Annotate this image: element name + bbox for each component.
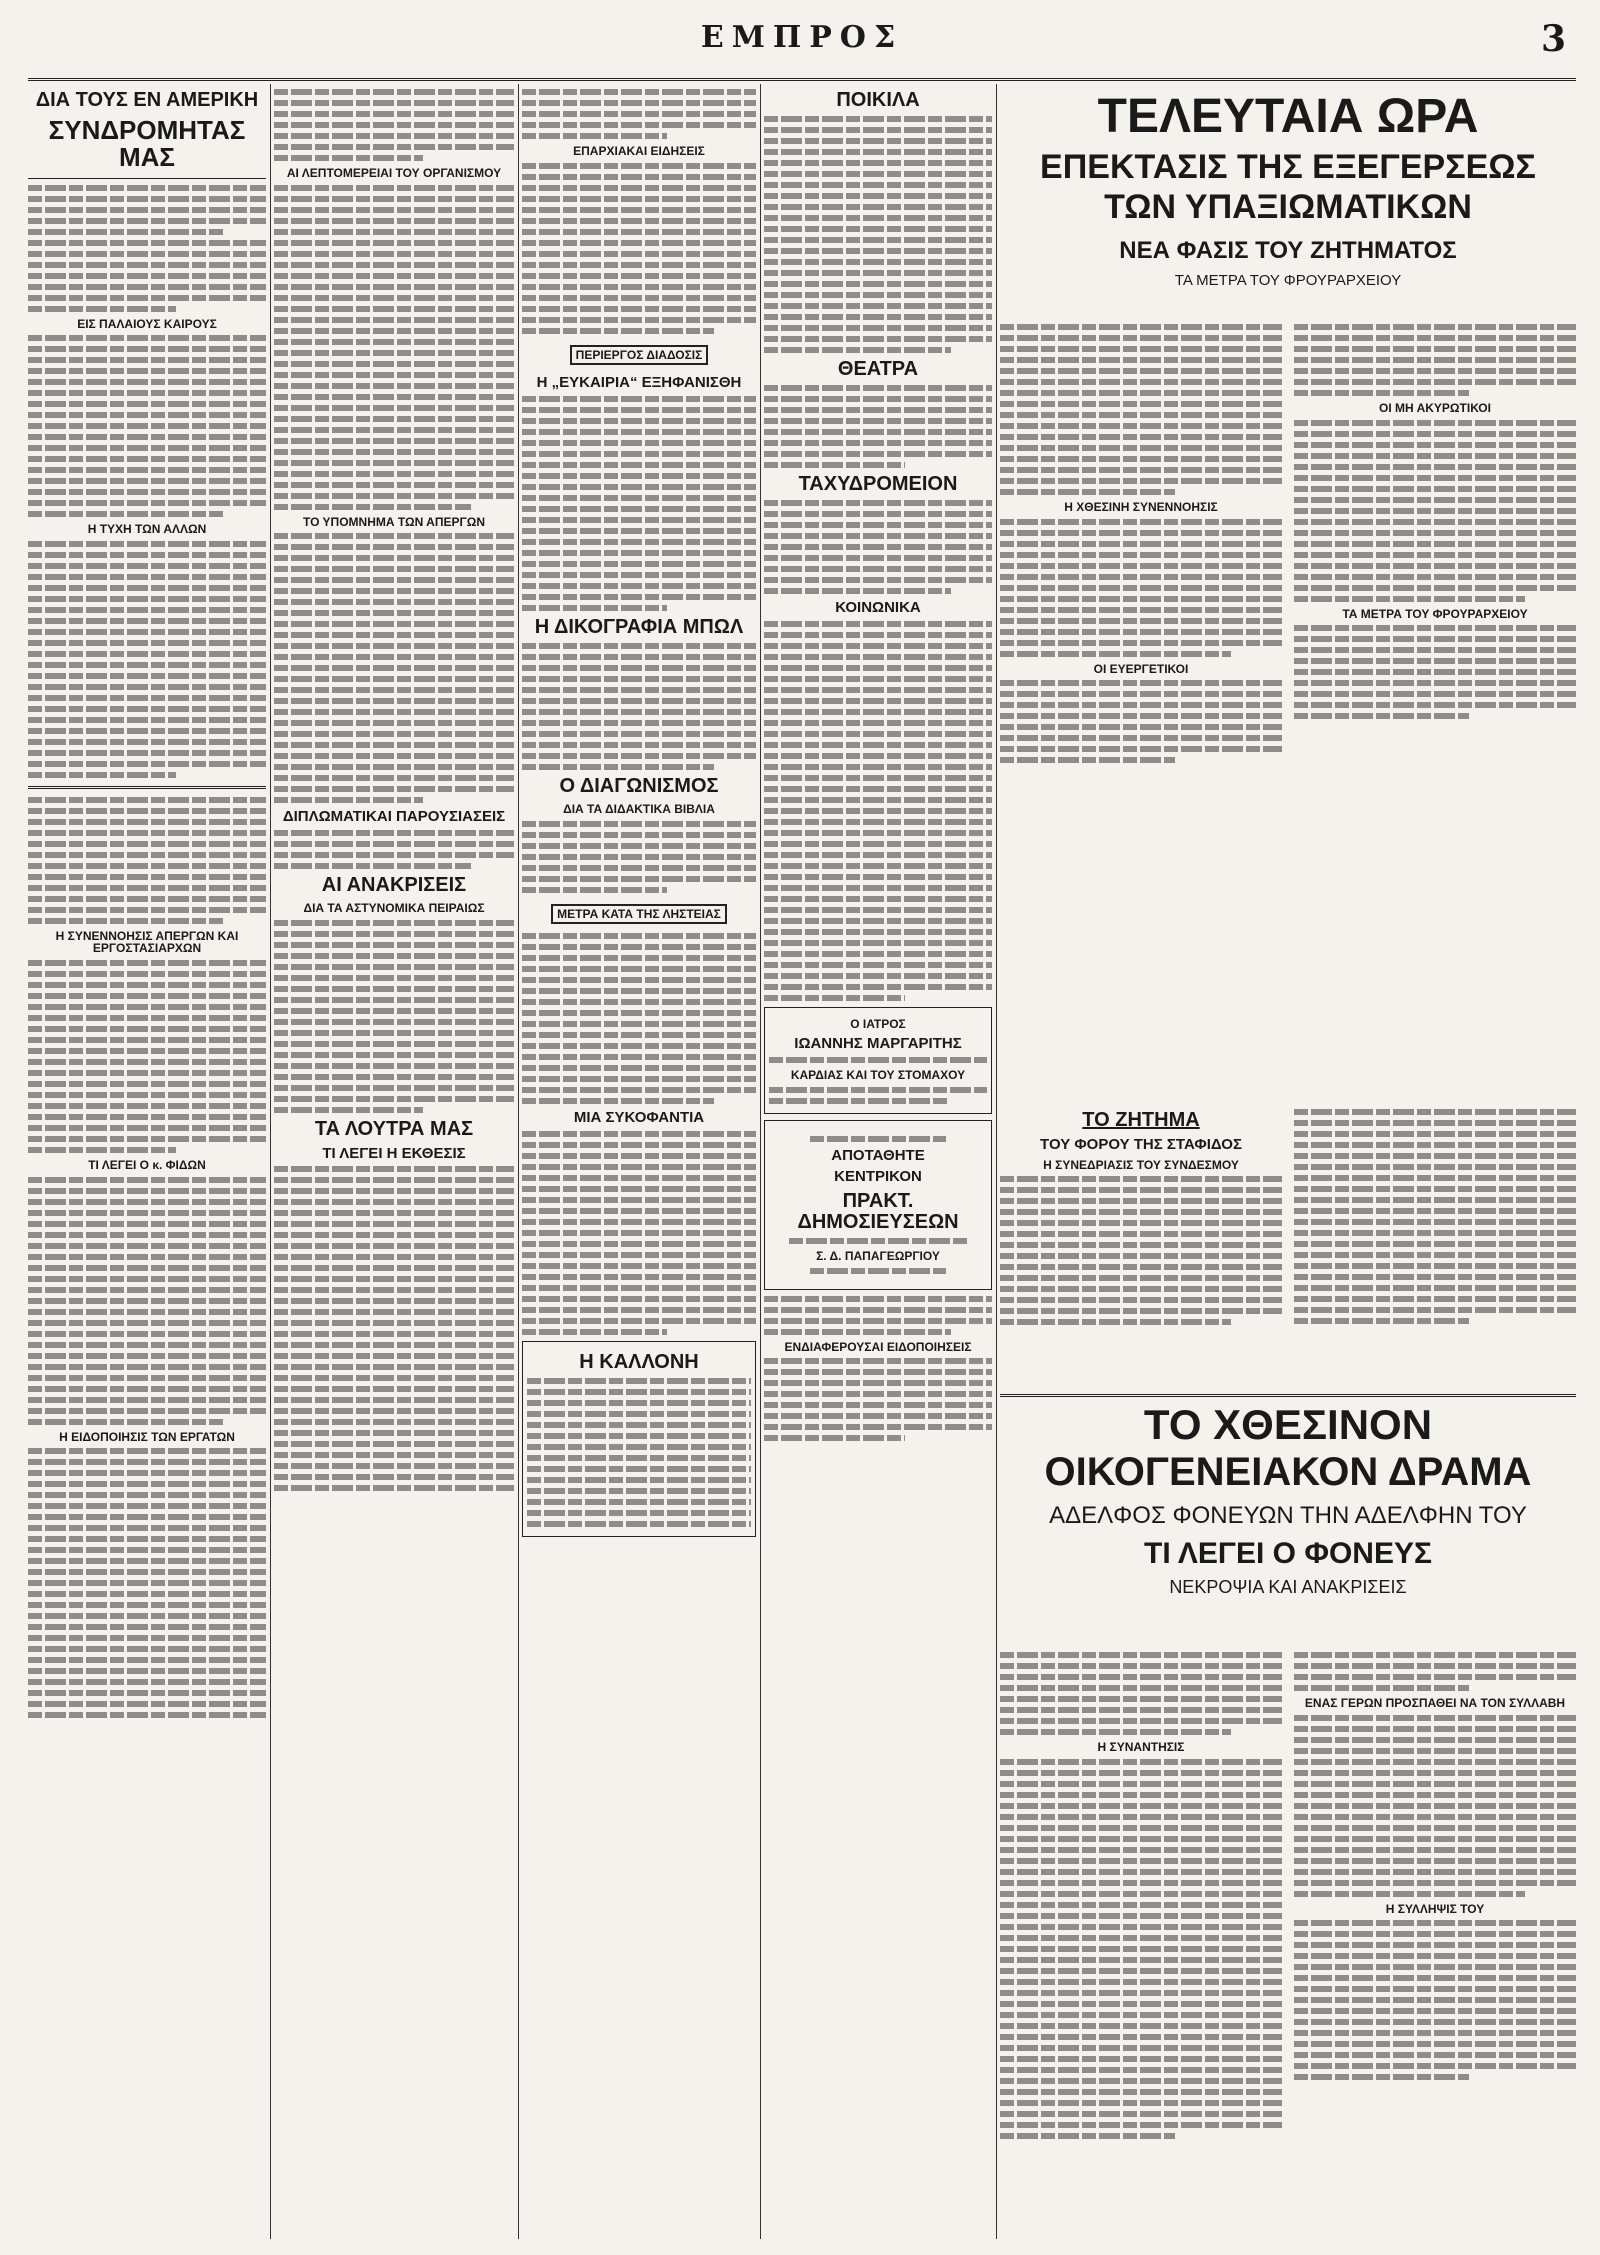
section-headline: ΘΕΑΤΡΑ	[837, 358, 919, 380]
article-headline: ΤΟΥ ΦΟΡΟΥ ΤΗΣ ΣΤΑΦΙΔΟΣ	[1040, 1136, 1242, 1153]
article-body	[28, 541, 266, 778]
staphis-tax-article	[1000, 1104, 1282, 1330]
article-headline: ΜΕΤΡΑ ΚΑΤΑ ΤΗΣ ΛΗΣΤΕΙΑΣ	[551, 904, 727, 925]
column-1	[28, 84, 266, 2239]
article-subhead: ΔΙΑ ΤΑ ΔΙΔΑΚΤΙΚΑ ΒΙΒΛΙΑ	[563, 801, 715, 816]
article-headline: ΤΟ ΧΘΕΣΙΝΟΝ	[1143, 1401, 1433, 1448]
column-4	[764, 84, 992, 2239]
article-body	[274, 533, 514, 803]
article-subheadline: ΑΔΕΛΦΟΣ ΦΟΝΕΥΩΝ ΤΗΝ ΑΔΕΛΦΗΝ ΤΟΥ	[1049, 1502, 1527, 1530]
advertisement-text: ΚΕΝΤΡΙΚΟΝ	[834, 1168, 922, 1186]
article-body	[522, 89, 756, 139]
column-5	[1000, 84, 1576, 2239]
article-body	[274, 920, 514, 1113]
column-3	[522, 84, 756, 2239]
article-headline: ΔΙΠΛΩΜΑΤΙΚΑΙ ΠΑΡΟΥΣΙΑΣΕΙΣ	[282, 808, 506, 826]
newspaper-page	[28, 14, 1576, 2239]
article-headline: ΤΟ ΖΗΤΗΜΑ	[1082, 1109, 1200, 1131]
column-2	[274, 84, 514, 2239]
article-headline: ΕΠΑΡΧΙΑΚΑΙ ΕΙΔΗΣΕΙΣ	[573, 144, 705, 158]
article-body	[28, 1448, 266, 1718]
article-body	[522, 396, 756, 611]
article-headline: Η ΔΙΚΟΓΡΑΦΙΑ ΜΠΩΛ	[534, 615, 744, 638]
article-body	[28, 797, 266, 924]
advertisement-text: ΚΑΡΔΙΑΣ ΚΑΙ ΤΟΥ ΣΤΟΜΑΧΟΥ	[790, 1068, 966, 1083]
article-body	[274, 830, 514, 869]
article-subhead: Η ΣΥΝΕΔΡΙΑΣΙΣ ΤΟΥ ΣΥΝΔΕΣΜΟΥ	[1043, 1157, 1239, 1172]
article-subhead: ΟΙ ΕΥΕΡΓΕΤΙΚΟΙ	[1093, 661, 1189, 676]
article-headline: Η „ΕΥΚΑΙΡΙΑ“ ΕΞΗΦΑΝΙΣΘΗ	[536, 374, 742, 392]
article-subhead: ΔΙΑ ΤΑ ΑΣΤΥΝΟΜΙΚΑ ΠΕΙΡΑΙΩΣ	[303, 900, 485, 915]
advertisement-box	[522, 1341, 756, 1537]
article-left-column	[1000, 319, 1282, 768]
article-body	[28, 960, 266, 1153]
article-headline: Ο ΔΙΑΓΩΝΙΣΜΟΣ	[559, 774, 719, 797]
article-headline: Η ΕΙΔΟΠΟΙΗΣΙΣ ΤΩΝ ΕΡΓΑΤΩΝ	[59, 1429, 235, 1444]
doctor-advertisement	[764, 1007, 992, 1114]
article-body	[764, 621, 992, 1001]
advertisement-name: ΙΩΑΝΝΗΣ ΜΑΡΓΑΡΙΤΗΣ	[794, 1035, 962, 1053]
article-subhead: ΕΝΑΣ ΓΕΡΩΝ ΠΡΟΣΠΑΘΕΙ ΝΑ ΤΟΝ ΣΥΛΛΑΒΗ	[1304, 1696, 1566, 1710]
article-body	[28, 185, 266, 312]
article-body	[764, 500, 992, 594]
article-subheadline: ΤΙ ΛΕΓΕΙ Ο ΦΟΝΕΥΣ	[1144, 1537, 1432, 1571]
advertisement-text: ΑΠΟΤΑΘΗΤΕ	[831, 1146, 925, 1164]
article-subhead: ΤΑ ΜΕΤΡΑ ΤΟΥ ΦΡΟΥΡΑΡΧΕΙΟΥ	[1342, 606, 1528, 621]
column-rule	[760, 84, 761, 2239]
article-subhead: ΤΙ ΛΕΓΕΙ Η ΕΚΘΕΣΙΣ	[322, 1144, 466, 1162]
article-body	[522, 821, 756, 893]
article-headline: ΤΟ ΥΠΟΜΝΗΜΑ ΤΩΝ ΑΠΕΡΓΩΝ	[302, 514, 486, 529]
article-headline: ΕΝΔΙΑΦΕΡΟΥΣΑΙ ΕΙΔΟΠΟΙΗΣΕΙΣ	[784, 1339, 972, 1354]
article-body	[522, 163, 756, 334]
article-headline: ΣΥΝΔΡΟΜΗΤΑΣ ΜΑΣ	[48, 115, 246, 173]
section-headline: ΠΟΙΚΙΛΑ	[836, 89, 920, 111]
article-body	[28, 1177, 266, 1425]
article-body	[274, 1166, 514, 1491]
article-body	[764, 1296, 992, 1335]
article-subhead: ΕΙΣ ΠΑΛΑΙΟΥΣ ΚΑΙΡΟΥΣ	[77, 316, 217, 331]
article-headline: ΟΙΚΟΓΕΝΕΙΑΚΟΝ ΔΡΑΜΑ	[1044, 1450, 1532, 1495]
article-headline: ΠΕΡΙΕΡΓΟΣ ΔΙΑΔΟΣΙΣ	[570, 345, 709, 366]
article-headline: ΔΙΑ ΤΟΥΣ ΕΝ ΑΜΕΡΙΚΗ	[35, 89, 259, 111]
article-right-column	[1294, 319, 1576, 724]
article-body	[764, 116, 992, 353]
column-rule	[996, 84, 997, 2239]
advertisement-text: Σ. Δ. ΠΑΠΑΓΕΩΡΓΙΟΥ	[816, 1249, 940, 1264]
column-rule	[518, 84, 519, 2239]
main-headline: ΤΩΝ ΥΠΑΞΙΩΜΑΤΙΚΩΝ	[1104, 188, 1472, 227]
advertisement-headline: Η ΚΑΛΛΟΝΗ	[579, 1350, 699, 1373]
article-body	[28, 335, 266, 517]
family-drama-article	[1000, 1394, 1576, 1916]
article-subhead: Η ΧΘΕΣΙΝΗ ΣΥΝΕΝΝΟΗΣΙΣ	[1064, 500, 1218, 514]
newspaper-title: ΕΜΠΡΟΣ	[700, 20, 904, 55]
article-headline: ΑΙ ΛΕΠΤΟΜΕΡΕΙΑΙ ΤΟΥ ΟΡΓΑΝΙΣΜΟΥ	[286, 166, 502, 180]
main-headline: ΤΕΛΕΥΤΑΙΑ ΩΡΑ	[1097, 90, 1479, 143]
masthead	[28, 14, 1576, 81]
section-headline: ΤΑΧΥΔΡΟΜΕΙΟΝ	[798, 473, 958, 495]
column-rule	[270, 84, 271, 2239]
main-subheadline: ΤΑ ΜΕΤΡΑ ΤΟΥ ΦΡΟΥΡΑΡΧΕΙΟΥ	[1174, 271, 1402, 289]
article-subhead: Η ΣΥΝΑΝΤΗΣΙΣ	[1097, 1740, 1185, 1754]
article-headline: ΤΙ ΛΕΓΕΙ Ο κ. ΦΙΔΩΝ	[88, 1157, 206, 1172]
article-subhead: Η ΣΥΛΛΗΨΙΣ ΤΟΥ	[1385, 1901, 1485, 1916]
article-headline: ΤΑ ΛΟΥΤΡΑ ΜΑΣ	[314, 1117, 474, 1140]
staphis-tax-continued	[1294, 1104, 1576, 1329]
article-subhead: Η ΤΥΧΗ ΤΩΝ ΑΛΛΩΝ	[87, 522, 207, 537]
advertising-office-advertisement	[764, 1120, 992, 1290]
article-body	[274, 185, 514, 510]
article-body	[522, 933, 756, 1104]
article-body	[522, 1131, 756, 1335]
article-headline: ΜΙΑ ΣΥΚΟΦΑΝΤΙΑ	[573, 1109, 705, 1127]
section-headline: ΚΟΙΝΩΝΙΚΑ	[835, 599, 921, 616]
article-body	[274, 89, 514, 161]
main-headline: ΕΠΕΚΤΑΣΙΣ ΤΗΣ ΕΞΕΓΕΡΣΕΩΣ	[1040, 148, 1536, 187]
article-headline: Η ΣΥΝΕΝΝΟΗΣΙΣ ΑΠΕΡΓΩΝ ΚΑΙ ΕΡΓΟΣΤΑΣΙΑΡΧΩΝ	[55, 928, 239, 956]
article-body	[764, 1358, 992, 1441]
article-subheadline: ΝΕΚΡΟΨΙΑ ΚΑΙ ΑΝΑΚΡΙΣΕΙΣ	[1169, 1576, 1407, 1597]
advertisement-text: ΠΡΑΚΤ. ΔΗΜΟΣΙΕΥΣΕΩΝ	[797, 1190, 959, 1234]
page-number: 3	[1540, 18, 1566, 60]
article-subhead: ΟΙ ΜΗ ΑΚΥΡΩΤΙΚΟΙ	[1379, 401, 1491, 415]
article-headline: ΑΙ ΑΝΑΚΡΙΣΕΙΣ	[321, 873, 467, 896]
advertisement-text: Ο ΙΑΤΡΟΣ	[850, 1016, 906, 1031]
main-subheadline: ΝΕΑ ΦΑΣΙΣ ΤΟΥ ΖΗΤΗΜΑΤΟΣ	[1119, 236, 1457, 264]
article-body	[522, 643, 756, 770]
article-body	[764, 385, 992, 468]
